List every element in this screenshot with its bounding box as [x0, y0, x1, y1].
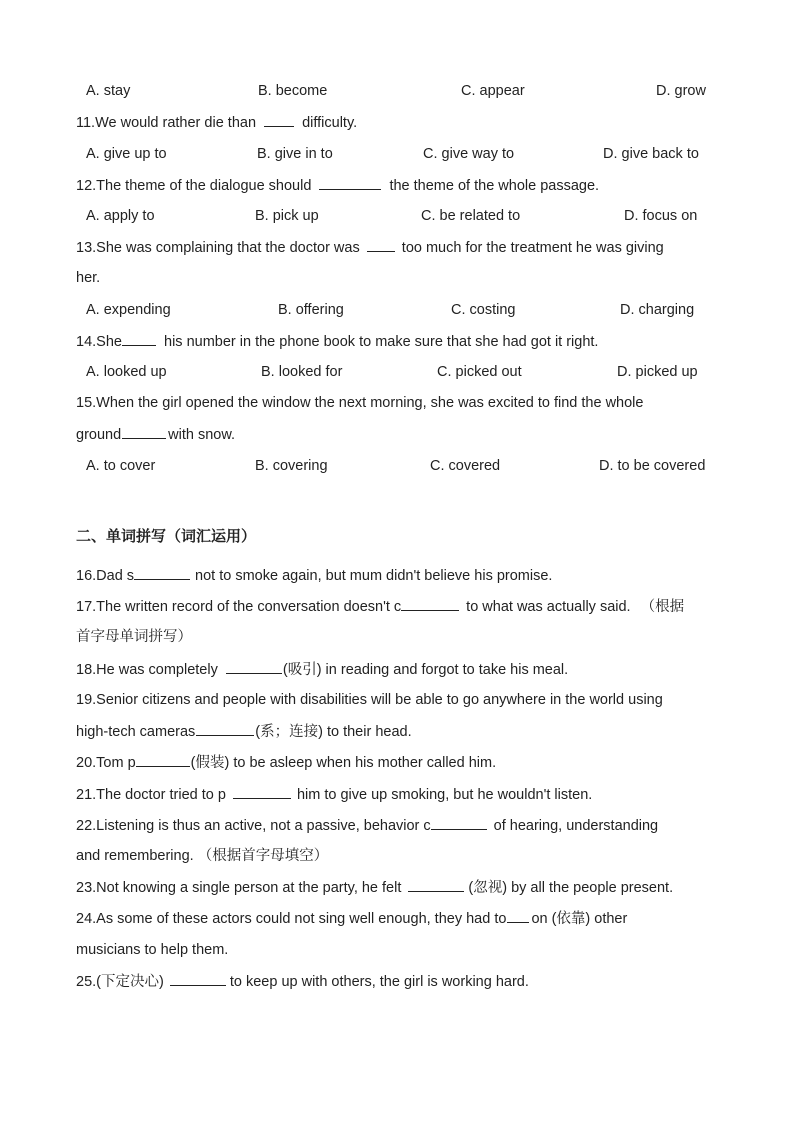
question-24-continued: musicians to help them. — [76, 942, 229, 958]
q25-text-post: to keep up with others, the girl is working hard. — [229, 974, 529, 990]
q17-text-pre: 17.The written record of the conversation doesn't c — [76, 599, 402, 615]
q11-option-d: D. give back to — [603, 146, 699, 162]
q17-note: （根据 — [640, 599, 685, 615]
q13-option-a: A. expending — [86, 302, 171, 318]
question-16 — [76, 565, 552, 586]
q15-blank[interactable] — [122, 424, 166, 439]
q12-option-d: D. focus on — [624, 208, 698, 224]
q15-option-d: D. to be covered — [599, 458, 706, 474]
q11-text-pre: 11.We would rather die than — [76, 115, 257, 131]
question-18 — [76, 659, 568, 680]
q21-text-post: him to give up smoking, but he wouldn't listen. — [296, 787, 593, 803]
q21-blank[interactable] — [233, 784, 291, 799]
q18-text-pre: 18.He was completely — [76, 662, 218, 678]
question-11 — [76, 112, 357, 133]
q20-blank[interactable] — [136, 752, 190, 767]
q11-option-b: B. give in to — [257, 146, 333, 162]
question-17 — [76, 596, 684, 617]
question-17-continued: 首字母单词拼写） — [76, 629, 192, 645]
q13-text-pre: 13.She was complaining that the doctor was — [76, 240, 360, 256]
q14-text-post: his number in the phone book to make sure that she had got it right. — [164, 334, 599, 350]
q11-option-a: A. give up to — [86, 146, 167, 162]
q22-text-pre: 22.Listening is thus an active, not a passive, behavior c — [76, 818, 431, 834]
q14-text-pre: 14.She — [76, 334, 122, 350]
q19-text-post: (系；连接) to their head. — [255, 724, 412, 740]
q22-text-post: of hearing, understanding — [493, 818, 659, 834]
q17-text-post: to what was actually said. — [466, 599, 631, 615]
q16-text-pre: 16.Dad s — [76, 568, 135, 584]
question-21 — [76, 784, 592, 805]
q15-option-c: C. covered — [430, 458, 501, 474]
question-12 — [76, 175, 599, 196]
q12-option-c: C. be related to — [421, 208, 521, 224]
q10-option-b: B. become — [258, 83, 328, 99]
q18-blank[interactable] — [226, 659, 282, 674]
q23-text-pre: 23.Not knowing a single person at the party, he felt — [76, 880, 402, 896]
q24-text-pre: 24.As some of these actors could not sing well enough, they had to — [76, 911, 507, 927]
q15-text-pre: ground — [76, 427, 122, 443]
q22-blank[interactable] — [431, 815, 487, 830]
q10-option-a: A. stay — [86, 83, 131, 99]
q14-option-d: D. picked up — [617, 364, 698, 380]
question-22-continued: and remembering. （根据首字母填空） — [76, 848, 329, 864]
question-25 — [76, 971, 529, 992]
q12-text-pre: 12.The theme of the dialogue should — [76, 178, 312, 194]
q15-option-b: B. covering — [255, 458, 328, 474]
q17-blank[interactable] — [401, 596, 459, 611]
q13-option-d: D. charging — [620, 302, 695, 318]
question-13 — [76, 237, 664, 258]
q11-blank[interactable] — [264, 112, 294, 127]
q19-blank[interactable] — [196, 721, 254, 736]
q12-blank[interactable] — [319, 175, 381, 190]
q10-option-d: D. grow — [656, 83, 706, 99]
q14-option-b: B. looked for — [261, 364, 343, 380]
q23-blank[interactable] — [408, 877, 464, 892]
q15-text-post: with snow. — [168, 427, 236, 443]
question-22 — [76, 815, 658, 836]
question-24 — [76, 908, 627, 929]
q11-text-post: difficulty. — [302, 115, 358, 131]
q24-blank[interactable] — [507, 908, 529, 923]
question-15-continued — [76, 424, 235, 445]
q19-text-pre: high-tech cameras — [76, 724, 196, 740]
q13-blank[interactable] — [367, 237, 395, 252]
q13-option-c: C. costing — [451, 302, 516, 318]
section-heading: 二、单词拼写（词汇运用） — [76, 528, 257, 545]
q12-text-post: the theme of the whole passage. — [389, 178, 600, 194]
question-14 — [76, 331, 598, 352]
question-15: 15.When the girl opened the window the next morning, she was excited to find the whole — [76, 395, 644, 411]
question-20 — [76, 752, 496, 773]
q24-text-post: on (依靠) other — [531, 911, 628, 927]
q14-option-c: C. picked out — [437, 364, 522, 380]
q12-option-a: A. apply to — [86, 208, 155, 224]
q20-text-post: (假装) to be asleep when his mother called him. — [190, 755, 497, 771]
q23-text-post: (忽视) by all the people present. — [468, 880, 674, 896]
question-19-continued — [76, 721, 412, 742]
q12-option-b: B. pick up — [255, 208, 319, 224]
q15-option-a: A. to cover — [86, 458, 156, 474]
q21-text-pre: 21.The doctor tried to p — [76, 787, 226, 803]
q10-option-c: C. appear — [461, 83, 525, 99]
q20-text-pre: 20.Tom p — [76, 755, 136, 771]
q16-text-post: not to smoke again, but mum didn't believe his promise. — [195, 568, 553, 584]
question-13-continued: her. — [76, 270, 101, 286]
q13-text-post: too much for the treatment he was giving — [401, 240, 664, 256]
q14-option-a: A. looked up — [86, 364, 167, 380]
question-19: 19.Senior citizens and people with disabilities will be able to go anywhere in the world using — [76, 692, 663, 708]
q25-blank[interactable] — [170, 971, 226, 986]
q13-option-b: B. offering — [278, 302, 344, 318]
q14-blank[interactable] — [122, 331, 156, 346]
question-23 — [76, 877, 673, 898]
q18-text-post: (吸引) in reading and forgot to take his meal. — [282, 662, 569, 678]
q11-option-c: C. give way to — [423, 146, 515, 162]
q25-text-pre: 25.(下定决心) — [76, 974, 164, 990]
q16-blank[interactable] — [134, 565, 190, 580]
